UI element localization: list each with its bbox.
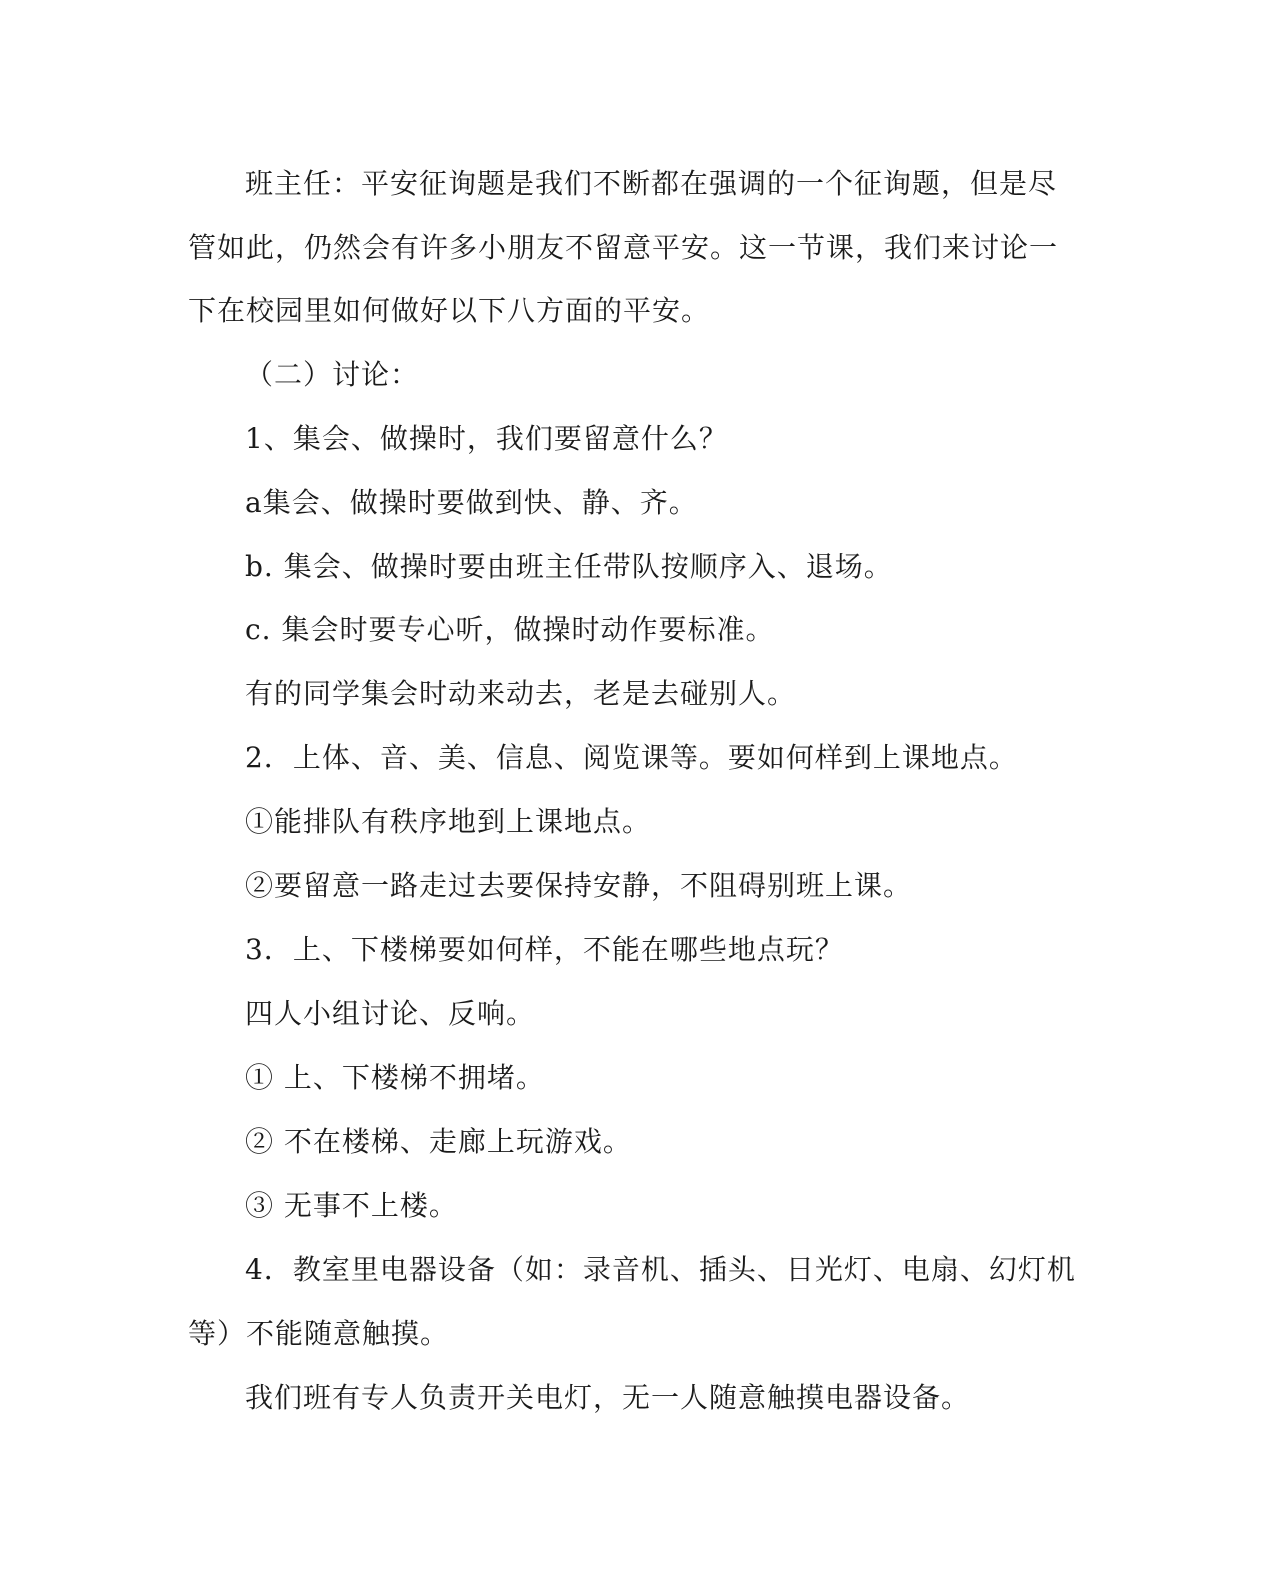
paragraph-line: 下在校园里如何做好以下八方面的平安。: [188, 294, 711, 327]
answer-item: ③ 无事不上楼。: [245, 1189, 458, 1222]
question-item: 3．上、下楼梯要如何样，不能在哪些地点玩？: [245, 933, 844, 966]
question-item: 1、集会、做操时，我们要留意什么？: [245, 422, 728, 455]
paragraph-line: 班主任：平安征询题是我们不断都在强调的一个征询题，但是尽: [245, 167, 1058, 200]
answer-item: b. 集会、做操时要由班主任带队按顺序入、退场。: [245, 550, 893, 583]
paragraph-line: 管如此，仍然会有许多小朋友不留意平安。这一节课，我们来讨论一: [188, 231, 1059, 264]
answer-item: ① 上、下楼梯不拥堵。: [245, 1061, 545, 1094]
answer-item: ②要留意一路走过去要保持安静，不阻碍别班上课。: [245, 869, 913, 902]
question-item: 2．上体、音、美、信息、阅览课等。要如何样到上课地点。: [245, 741, 1018, 774]
paragraph-line: 我们班有专人负责开关电灯，无一人随意触摸电器设备。: [245, 1381, 971, 1414]
answer-item: ①能排队有秩序地到上课地点。: [245, 805, 652, 838]
answer-item: ② 不在楼梯、走廊上玩游戏。: [245, 1125, 632, 1158]
paragraph-line: 有的同学集会时动来动去，老是去碰别人。: [245, 677, 797, 710]
answer-item: a集会、做操时要做到快、静、齐。: [245, 486, 698, 519]
paragraph-line: 四人小组讨论、反响。: [245, 997, 536, 1030]
answer-item: c. 集会时要专心听，做操时动作要标准。: [245, 613, 775, 646]
question-item: 4．教室里电器设备（如：录音机、插头、日光灯、电扇、幻灯机: [245, 1253, 1076, 1286]
paragraph-line: 等）不能随意触摸。: [188, 1317, 450, 1350]
section-heading: （二）讨论：: [245, 358, 420, 391]
